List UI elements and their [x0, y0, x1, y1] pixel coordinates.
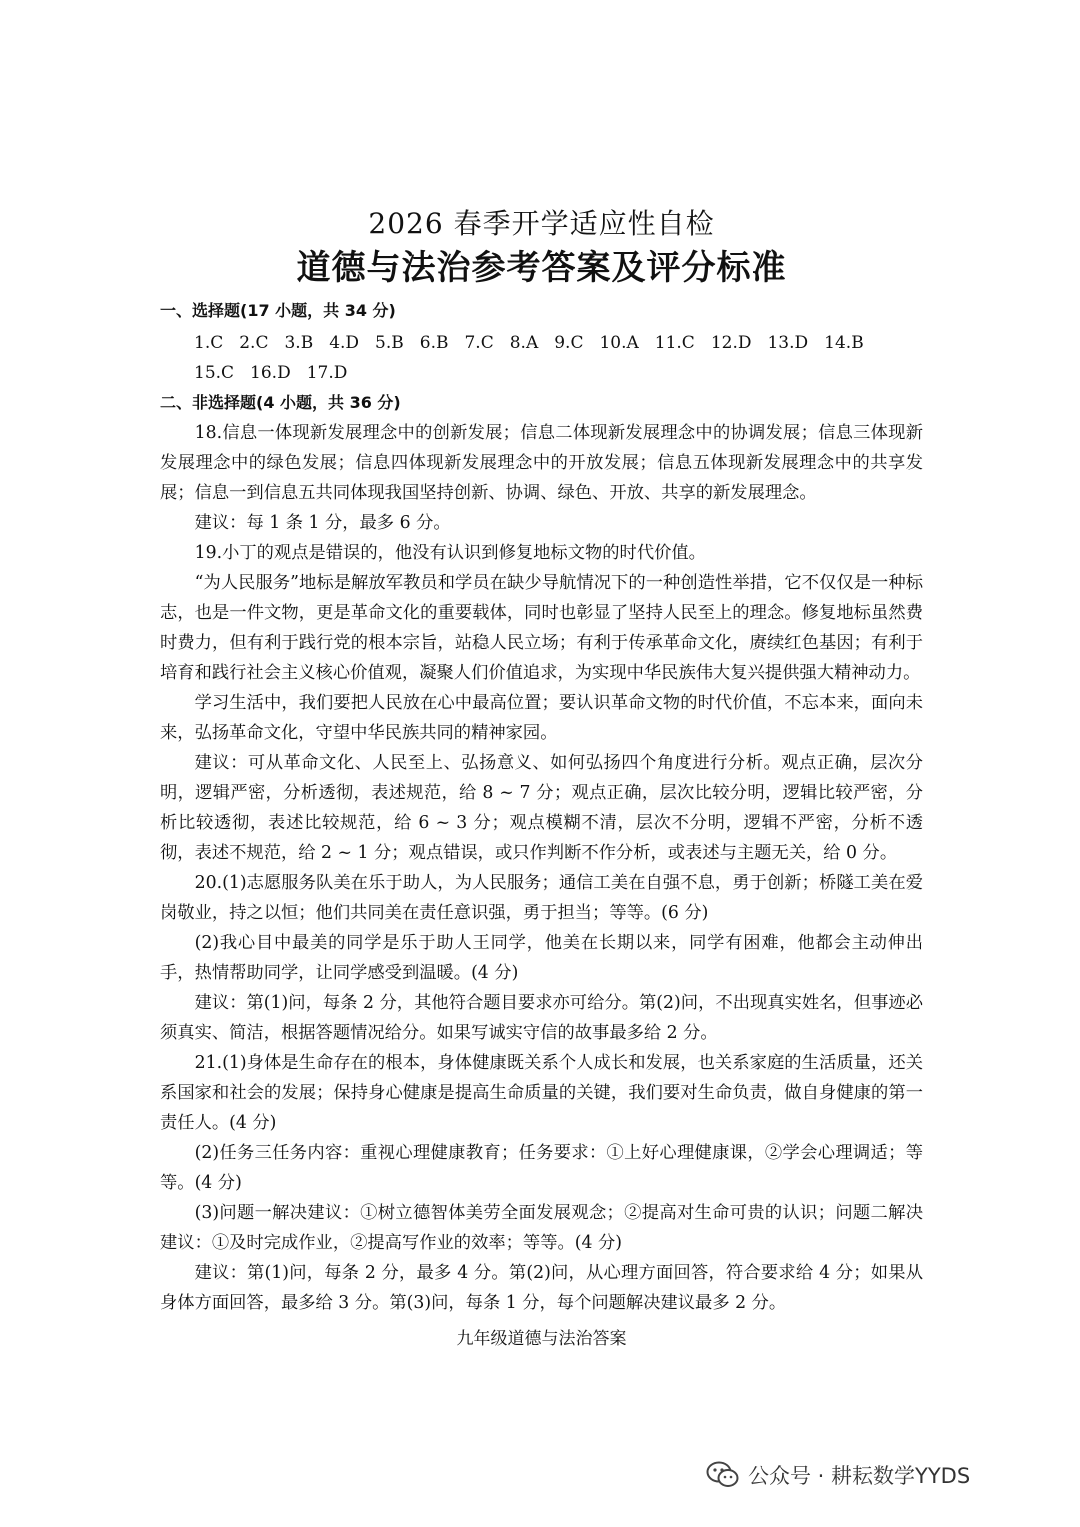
answer-paragraph: (2)任务三任务内容：重视心理健康教育；任务要求：①上好心理健康课，②学会心理调适；等等。(4 分) [160, 1143, 923, 1193]
choice-answer: 7.C [464, 333, 494, 353]
exam-subtitle: 2026 春季开学适应性自检 [368, 207, 715, 240]
choice-answer: 6.B [419, 333, 449, 353]
answer-document [160, 206, 923, 1354]
choice-answer: 8.A [509, 333, 539, 353]
choice-answer: 15.C [194, 363, 235, 383]
choice-answer: 5.B [375, 333, 404, 353]
answer-paragraph: (2)我心目中最美的同学是乐于助人王同学，他美在长期以来，同学有困难，他都会主动伸出手，热情帮助同学，让同学感受到温暖。(4 分) [160, 933, 923, 983]
answer-paragraph: 20.(1)志愿服务队美在乐于助人，为人民服务；通信工美在自强不息，勇于创新；桥隧工美在爱岗敬业，持之以恒；他们共同美在责任意识强，勇于担当；等等。(6 分) [160, 873, 923, 923]
choice-answer: 13.D [767, 333, 809, 353]
document-title: 道德与法治参考答案及评分标准 [296, 248, 787, 288]
section-heading-nonchoice: 二、非选择题(4 小题，共 36 分) [160, 393, 401, 412]
choice-answer: 4.D [329, 333, 360, 353]
section-heading-choice: 一、选择题(17 小题，共 34 分) [160, 301, 396, 320]
choice-answer: 11.C [654, 333, 695, 353]
answer-paragraph: 建议：第(1)问，每条 2 分，最多 4 分。第(2)问，从心理方面回答，符合要求给 4 分；如果从身体方面回答，最多给 3 分。第(3)问，每条 1 分，每个问题解决建议最多 2 分。 [160, 1263, 923, 1313]
nonchoice-answer-body [160, 418, 923, 1318]
watermark [706, 1457, 970, 1493]
choice-answer: 12.D [710, 333, 752, 353]
choice-answer-list [194, 328, 923, 388]
page-footer: 九年级道德与法治答案 [456, 1329, 627, 1349]
answer-paragraph: 建议：每 1 条 1 分，最多 6 分。 [194, 513, 451, 533]
choice-answer: 1.C [194, 333, 224, 353]
answer-paragraph: 建议：第(1)问，每条 2 分，其他符合题目要求亦可给分。第(2)问，不出现真实姓名，但事迹必须真实、简洁，根据答题情况给分。如果写诚实守信的故事最多给 2 分。 [160, 993, 923, 1043]
answer-paragraph: (3)问题一解决建议：①树立德智体美劳全面发展观念；②提高对生命可贵的认识；问题二解决建议：①及时完成作业，②提高写作业的效率；等等。(4 分) [160, 1203, 923, 1253]
answer-paragraph: 18.信息一体现新发展理念中的创新发展；信息二体现新发展理念中的协调发展；信息三体现新发展理念中的绿色发展；信息四体现新发展理念中的开放发展；信息五体现新发展理念中的共享发展；信息一到信息五共同体现我国坚持创新、协调、绿色、开放、共享的新发展理念。 [160, 423, 923, 503]
choice-answer: 17.D [306, 363, 348, 383]
answer-paragraph: 19.小丁的观点是错误的，他没有认识到修复地标文物的时代价值。 [194, 543, 706, 563]
wechat-icon [706, 1460, 740, 1490]
choice-answer: 3.B [284, 333, 314, 353]
answer-paragraph: “为人民服务”地标是解放军教员和学员在缺少导航情况下的一种创造性举措，它不仅仅是一种标志，也是一件文物，更是革命文化的重要载体，同时也彰显了坚持人民至上的理念。修复地标虽然费时费力，但有利于践行党的根本宗旨，站稳人民立场；有利于传承革命文化，赓续红色基因；有利于培育和践行社会主义核心价值观，凝聚人们价值追求，为实现中华民族伟大复兴提供强大精神动力。 [160, 573, 923, 683]
answer-paragraph: 建议：可从革命文化、人民至上、弘扬意义、如何弘扬四个角度进行分析。观点正确，层次分明，逻辑严密，分析透彻，表述规范，给 8 ~ 7 分；观点正确，层次比较分明，逻辑比较严密，分析比较透彻，表述比较规范，给 6 ~ 3 分；观点模糊不清，层次不分明，逻辑不严密，分析不透彻，表述不规范，给 2 ~ 1 分；观点错误，或只作判断不作分析，或表述与主题无关，给 0 分。 [160, 753, 923, 863]
choice-answer: 16.D [250, 363, 291, 383]
watermark-text: 公众号 · 耕耘数学YYDS [748, 1464, 971, 1488]
choice-answer: 14.B [824, 333, 864, 353]
choice-answer: 9.C [554, 333, 584, 353]
choice-answer: 2.C [239, 333, 269, 353]
choice-answer: 10.A [599, 333, 639, 353]
answer-paragraph: 学习生活中，我们要把人民放在心中最高位置；要认识革命文物的时代价值，不忘本来，面向未来，弘扬革命文化，守望中华民族共同的精神家园。 [160, 693, 923, 743]
answer-paragraph: 21.(1)身体是生命存在的根本，身体健康既关系个人成长和发展，也关系家庭的生活质量，还关系国家和社会的发展；保持身心健康是提高生命质量的关键，我们要对生命负责，做自身健康的第一责任人。(4 分) [160, 1053, 923, 1133]
